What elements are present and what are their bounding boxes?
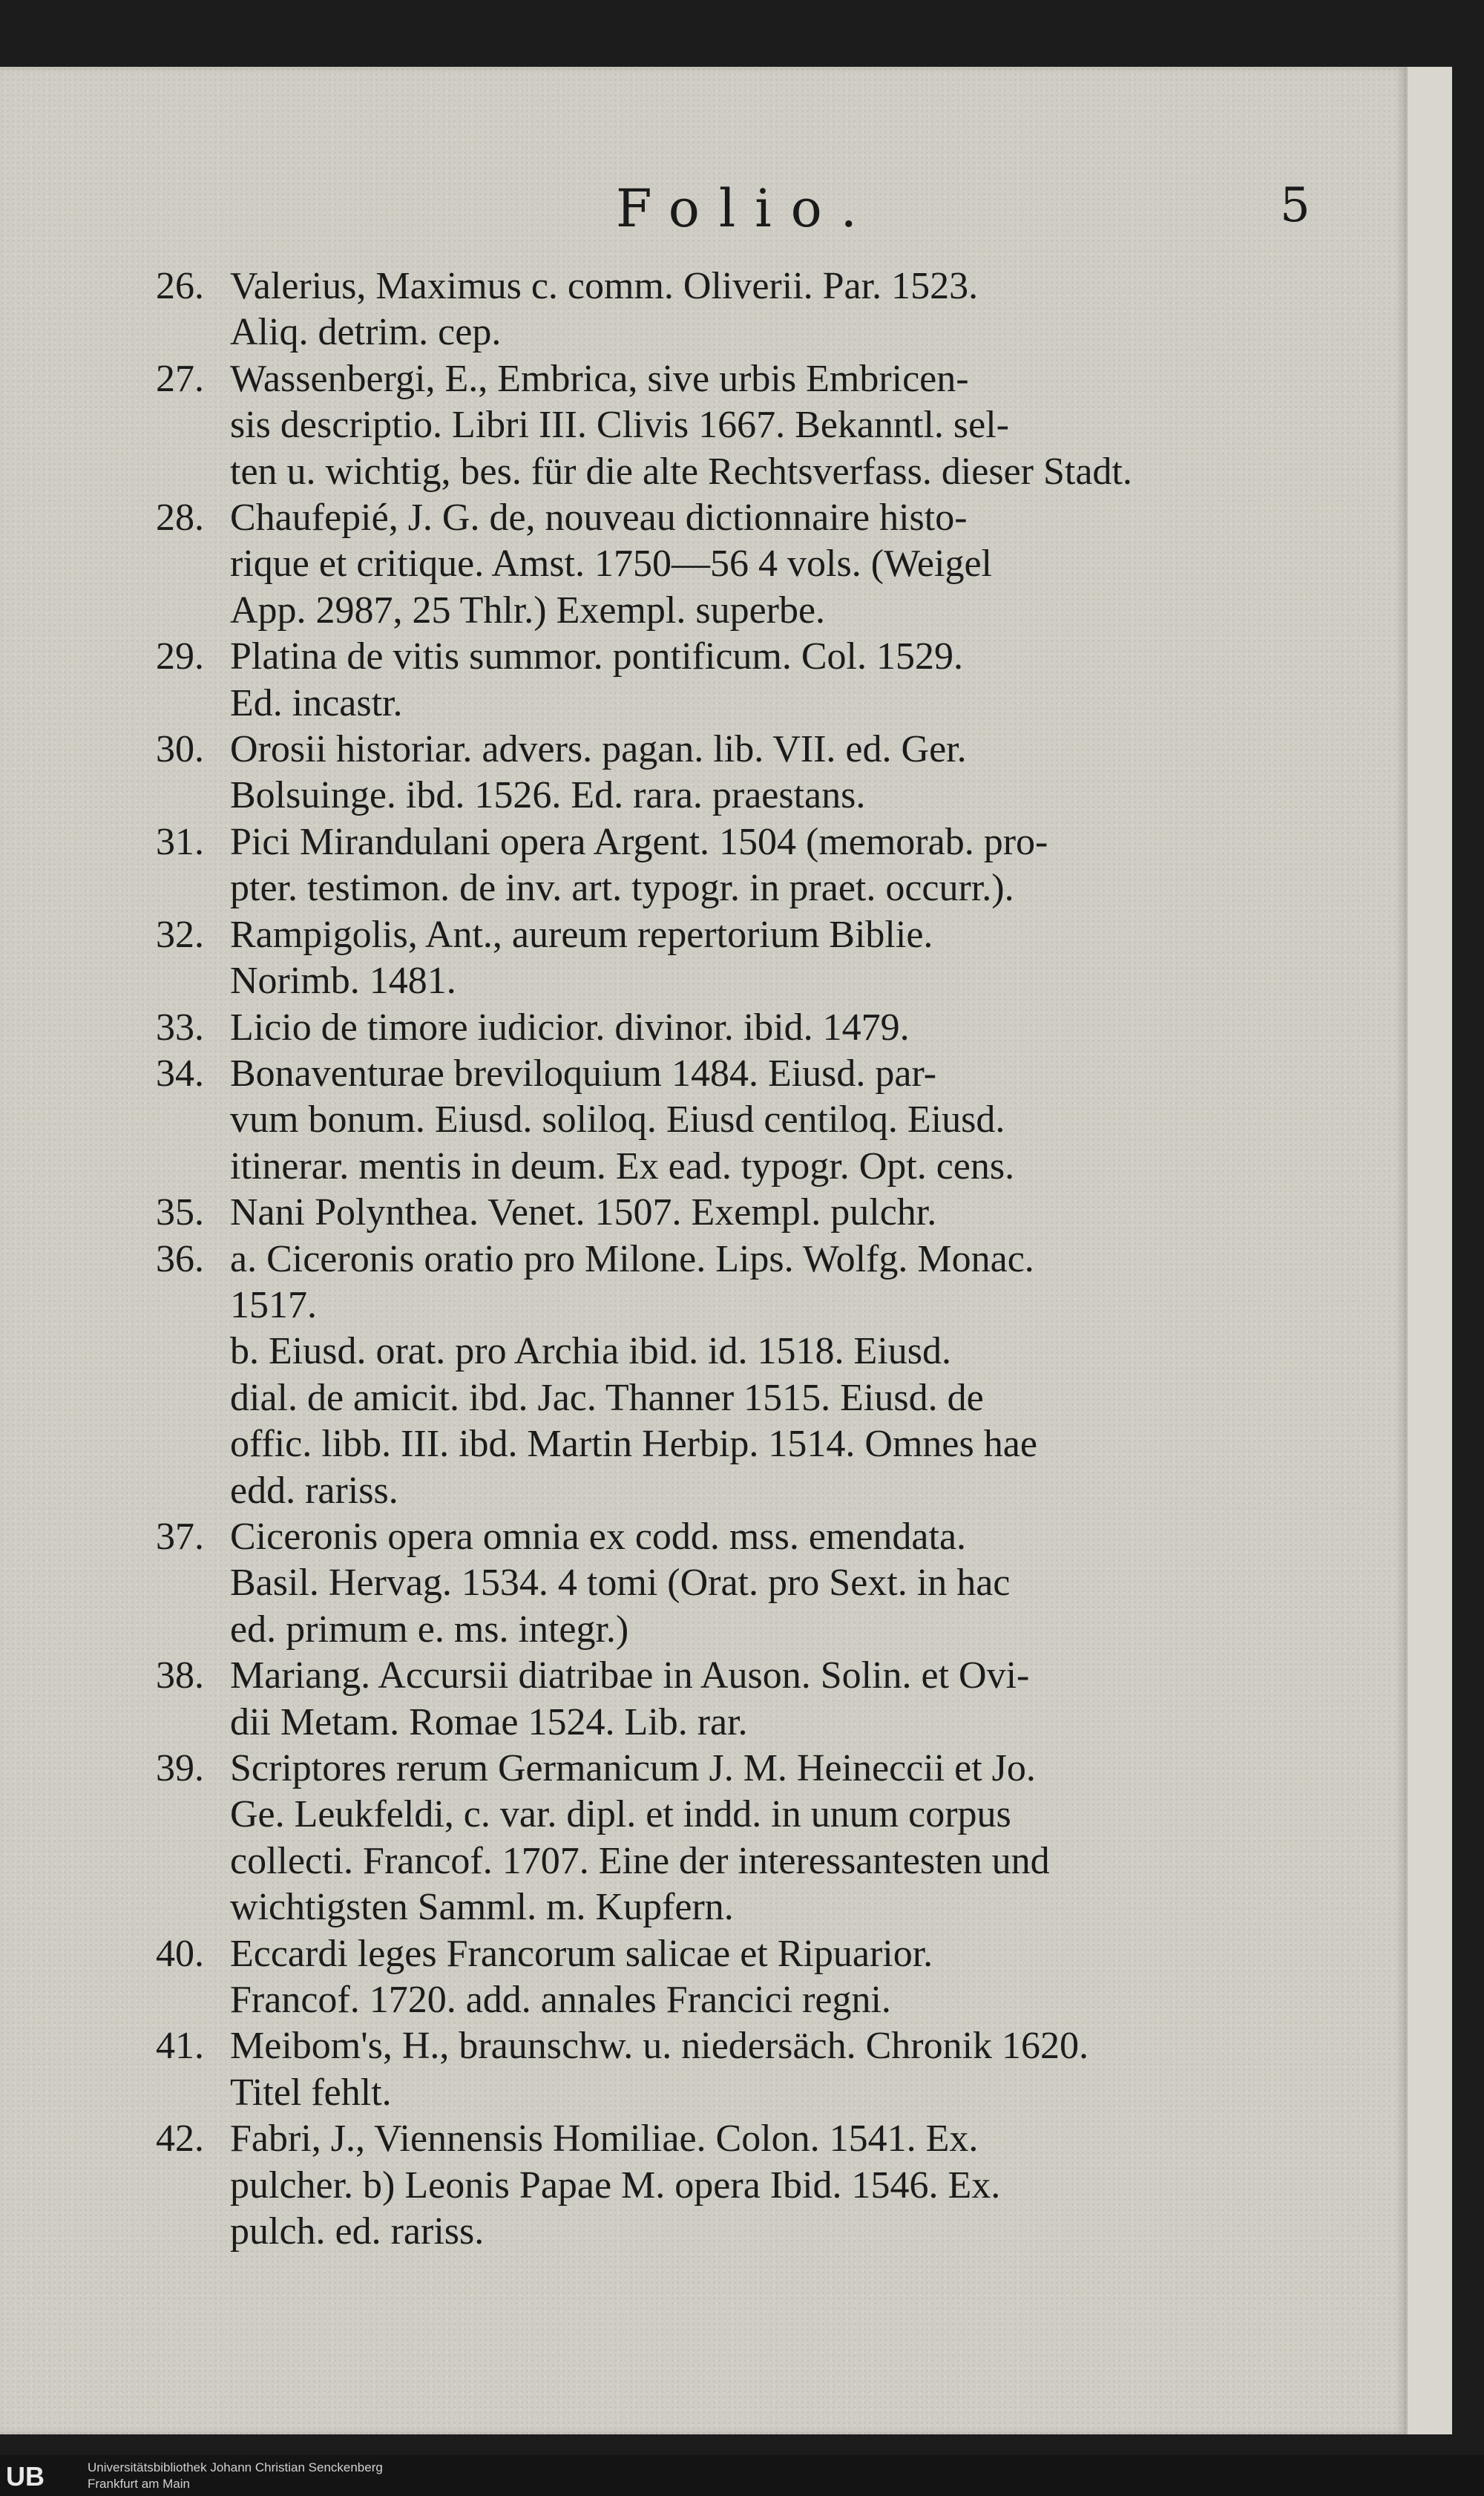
entry-line: Mariang. Accursii diatribae in Auson. Solin. et Ovi-	[230, 1654, 1030, 1697]
entry-number: 37.	[156, 1515, 204, 1558]
entry-line: Orosii historiar. advers. pagan. lib. VII. ed. Ger.	[230, 728, 967, 771]
catalog-entry	[156, 356, 1313, 495]
entry-number: 35.	[156, 1191, 204, 1234]
entry-number: 32.	[156, 913, 204, 956]
entry-number: 40.	[156, 1932, 204, 1975]
entry-line: Titel fehlt.	[230, 2071, 392, 2114]
entry-line: Eccardi leges Francorum salicae et Ripuarior.	[230, 1932, 933, 1975]
entry-line: Aliq. detrim. cep.	[230, 311, 502, 354]
entry-line: Bolsuinge. ibd. 1526. Ed. rara. praestans.	[230, 774, 866, 817]
entry-line: Ed. incastr.	[230, 681, 403, 724]
entry-number: 28.	[156, 497, 204, 540]
catalog-entry	[156, 263, 1313, 356]
catalog-entry	[156, 1005, 1313, 1051]
entry-line: Pici Mirandulani opera Argent. 1504 (memorab. pro-	[230, 820, 1048, 863]
page-number: 5	[1280, 178, 1310, 233]
catalog-entry	[156, 1051, 1313, 1190]
entry-number: 30.	[156, 728, 204, 771]
entry-number: 34.	[156, 1052, 204, 1095]
entry-line: Francof. 1720. add. annales Francici regni.	[230, 1979, 891, 2022]
entry-line: a. Ciceronis oratio pro Milone. Lips. Wolfg. Monac.	[230, 1237, 1034, 1280]
library-city: Frankfurt am Main	[88, 2477, 190, 2491]
entry-line: Scriptores rerum Germanicum J. M. Heineccii et Jo.	[230, 1747, 1036, 1789]
catalog-entry	[156, 634, 1313, 727]
entry-line: 1517.	[230, 1283, 317, 1326]
entry-line: App. 2987, 25 Thlr.) Exempl. superbe.	[230, 589, 826, 632]
page-edge	[1406, 67, 1452, 2434]
catalog-entry	[156, 1653, 1313, 1746]
entry-line: Fabri, J., Viennensis Homiliae. Colon. 1541. Ex.	[230, 2117, 979, 2161]
entry-number: 29.	[156, 635, 204, 678]
entry-line: pulcher. b) Leonis Papae M. opera Ibid. 1546. Ex.	[230, 2163, 1001, 2207]
catalog-entry	[156, 912, 1313, 1005]
entry-number: 33.	[156, 1006, 204, 1049]
entry-number: 39.	[156, 1747, 204, 1789]
catalog-entries	[156, 263, 1313, 2255]
catalog-entry	[156, 1931, 1313, 2024]
entry-line: Valerius, Maximus c. comm. Oliverii. Par. 1523.	[230, 265, 979, 307]
entry-line: Nani Polynthea. Venet. 1507. Exempl. pulchr.	[230, 1191, 937, 1234]
entry-line: rique et critique. Amst. 1750—56 4 vols. (Weigel	[230, 543, 992, 586]
catalog-entry	[156, 1514, 1313, 1653]
entry-line: Basil. Hervag. 1534. 4 tomi (Orat. pro Sext. in hac	[230, 1562, 1011, 1605]
entry-line: sis descriptio. Libri III. Clivis 1667. Bekanntl. sel-	[230, 404, 1009, 447]
entry-line: Rampigolis, Ant., aureum repertorium Biblie.	[230, 913, 933, 956]
entry-line: Chaufepié, J. G. de, nouveau dictionnaire histo-	[230, 497, 968, 540]
entry-line: dial. de amicit. ibd. Jac. Thanner 1515. Eiusd. de	[230, 1376, 984, 1419]
entry-line: ten u. wichtig, bes. für die alte Rechtsverfass. dieser Stadt.	[230, 450, 1132, 493]
entry-number: 38.	[156, 1654, 204, 1697]
entry-line: pter. testimon. de inv. art. typogr. in praet. occurr.).	[230, 867, 1014, 910]
entry-line: Norimb. 1481.	[230, 960, 456, 1003]
catalog-entry	[156, 1190, 1313, 1236]
entry-line: Ge. Leukfeldi, c. var. dipl. et indd. in unum corpus	[230, 1793, 1011, 1836]
page-header	[0, 178, 1406, 245]
entry-line: vum bonum. Eiusd. soliloq. Eiusd centiloq. Eiusd.	[230, 1098, 1005, 1141]
entry-line: Wassenbergi, E., Embrica, sive urbis Embricen-	[230, 357, 969, 400]
page-title: Folio.	[616, 178, 876, 239]
catalog-entry	[156, 2023, 1313, 2116]
catalog-entry	[156, 2116, 1313, 2255]
catalog-entry	[156, 1746, 1313, 1931]
entry-line: edd. rariss.	[230, 1469, 398, 1512]
entry-number: 36.	[156, 1237, 204, 1280]
entry-number: 27.	[156, 357, 204, 400]
entry-number: 26.	[156, 265, 204, 307]
library-name: Universitätsbibliothek Johann Christian Senckenberg	[88, 2460, 383, 2474]
entry-line: Bonaventurae breviloquium 1484. Eiusd. par-	[230, 1052, 937, 1095]
library-credit	[88, 2460, 383, 2492]
entry-line: Ciceronis opera omnia ex codd. mss. emendata.	[230, 1515, 967, 1558]
entry-line: wichtigsten Samml. m. Kupfern.	[230, 1886, 734, 1929]
entry-line: collecti. Francof. 1707. Eine der interessantesten und	[230, 1839, 1050, 1882]
entry-line: ed. primum e. ms. integr.)	[230, 1608, 629, 1651]
entry-line: Meibom's, H., braunschw. u. niedersäch. Chronik 1620.	[230, 2025, 1089, 2068]
catalog-entry	[156, 495, 1313, 634]
catalog-entry	[156, 819, 1313, 912]
entry-line: dii Metam. Romae 1524. Lib. rar.	[230, 1700, 748, 1743]
entry-number: 42.	[156, 2117, 204, 2161]
entry-line: itinerar. mentis in deum. Ex ead. typogr. Opt. cens.	[230, 1144, 1015, 1188]
entry-line: pulch. ed. rariss.	[230, 2210, 485, 2253]
entry-number: 41.	[156, 2025, 204, 2068]
entry-line: Platina de vitis summor. pontificum. Col. 1529.	[230, 635, 963, 678]
entry-number: 31.	[156, 820, 204, 863]
ub-logo: UB	[6, 2461, 45, 2492]
footer-bar	[0, 2455, 1484, 2496]
entry-line: Licio de timore iudicior. divinor. ibid. 1479.	[230, 1006, 910, 1049]
entry-line: offic. libb. III. ibd. Martin Herbip. 1514. Omnes hae	[230, 1423, 1037, 1466]
entry-line: b. Eiusd. orat. pro Archia ibid. id. 1518. Eiusd.	[230, 1330, 952, 1373]
catalog-entry	[156, 727, 1313, 819]
catalog-entry	[156, 1236, 1313, 1514]
